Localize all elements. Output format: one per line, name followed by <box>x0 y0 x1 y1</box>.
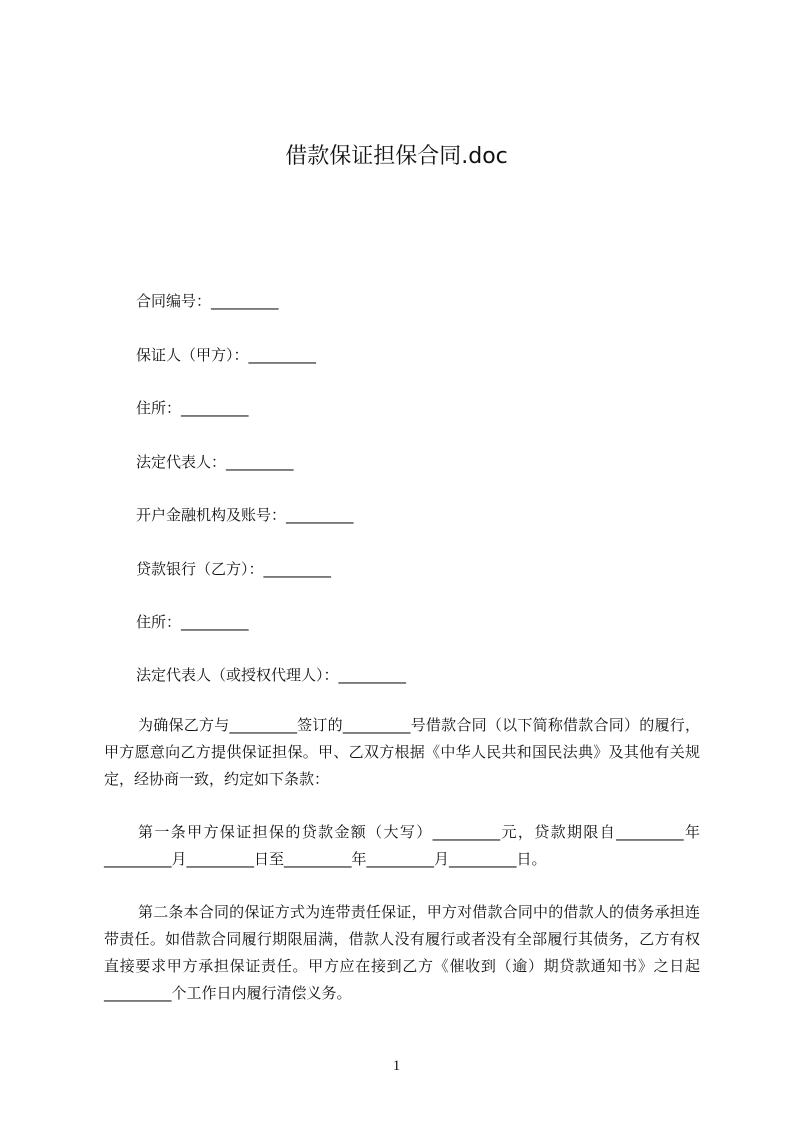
contract-number-field: 合同编号：_________ <box>136 292 279 310</box>
lending-bank-address-field: 住所：_________ <box>136 613 249 631</box>
lender-legal-representative-field: 法定代表人（或授权代理人）：_________ <box>136 666 407 684</box>
preamble-paragraph: 为确保乙方与_________签订的_________号借款合同（以下简称借款合同）的履行，甲方愿意向乙方提供保证担保。甲、乙双方根据《中华人民共和国民法典》及其他有关规定，经协商一致，约定如下条款： <box>104 716 700 788</box>
guarantor-address-field: 住所：_________ <box>136 399 249 417</box>
guarantor-legal-representative-field: 法定代表人：_________ <box>136 453 294 471</box>
guarantor-field: 保证人（甲方）：_________ <box>136 346 317 364</box>
document-title: 借款保证担保合同.doc <box>285 144 508 169</box>
lending-bank-field: 贷款银行（乙方）：_________ <box>136 560 332 578</box>
article-two-paragraph: 第二条本合同的保证方式为连带责任保证，甲方对借款合同中的借款人的债务承担连带责任。如借款合同履行期限届满，借款人没有履行或者没有全部履行其债务，乙方有权直接要求甲方承担保证责任。甲方应在接到乙方《催收到（逾）期贷款通知书》之日起_________个工作日内履行清偿义务。 <box>104 903 700 1002</box>
bank-account-field: 开户金融机构及账号：_________ <box>136 506 354 524</box>
page-number: 1 <box>392 1058 401 1074</box>
article-one-paragraph: 第一条甲方保证担保的贷款金额（大写）_________元，贷款期限自_________年_________月_________日至_________年_________月_________日。 <box>104 823 700 868</box>
